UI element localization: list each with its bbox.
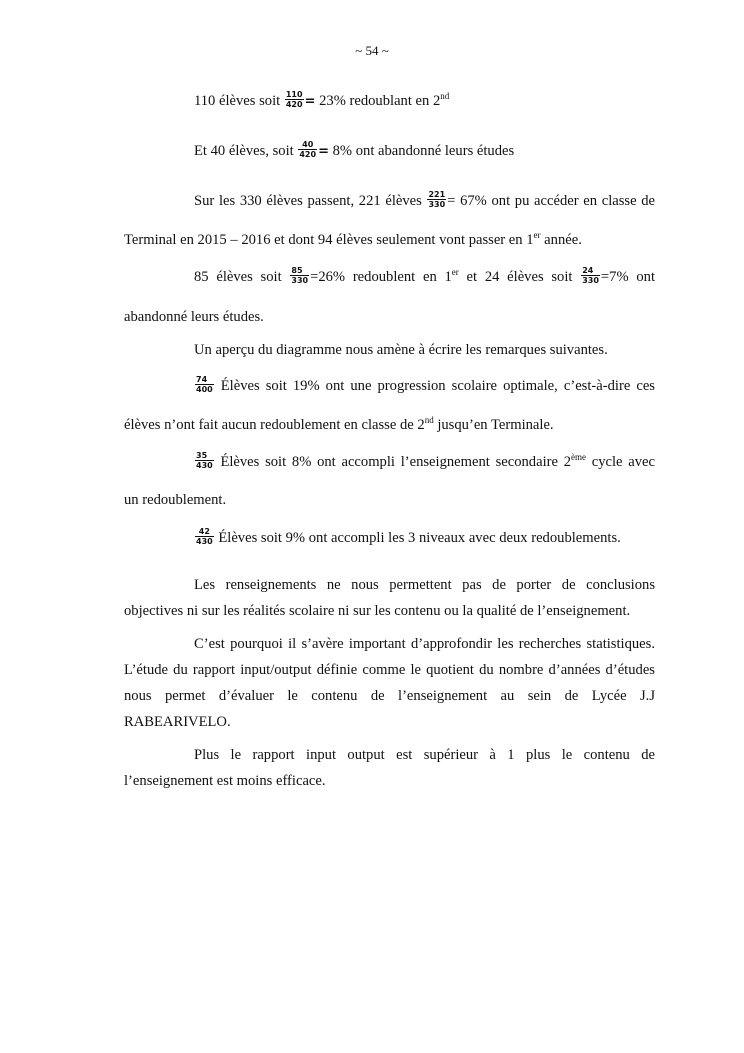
text-line-3 [194,192,655,211]
text: et 24 élèves soit [458,269,581,285]
fraction-denominator: 400 [196,385,213,395]
fraction-numerator: 85 [290,266,309,276]
text-line-19: Plus le rapport input output est supérieur à 1 plus le contenu de [194,747,655,763]
fraction-denominator: 420 [285,100,303,110]
text: année. [540,232,582,248]
text-line-6: abandonné leurs études. [124,309,264,325]
text-line-11: un redoublement. [124,492,227,508]
text: Sur les 330 élèves passent, 221 élèves [194,193,427,209]
text-line-17: nous permet d’évaluer le contenu de l’enseignement au sein de Lycée J.J [124,688,655,704]
text: 8% ont abandonné leurs études [328,143,515,159]
text: Terminal en 2015 – 2016 et dont 94 élèves seulement vont passer en 1 [124,232,534,248]
superscript: nd [424,415,434,425]
text-line-15: C’est pourquoi il s’avère important d’approfondir les recherches statistiques. [194,636,655,652]
fraction-110-420 [285,90,304,109]
fraction-221-330 [427,190,446,209]
fraction-numerator: 24 [581,266,600,276]
superscript: er [533,230,541,240]
fraction-numerator: 221 [428,190,446,200]
text-line-13: Les renseignements ne nous permettent pas de porter de conclusions [194,577,655,593]
text-line-2 [194,142,655,161]
text: =7% ont [600,269,656,285]
text: cycle avec [586,454,656,470]
text: 85 élèves soit [194,269,290,285]
fraction-numerator: 35 [195,451,214,461]
text-line-16: L’étude du rapport input/output définie comme le quotient du nombre d’années d’études [124,662,655,678]
text-line-7: Un aperçu du diagramme nous amène à écrire les remarques suivantes. [194,342,608,358]
fraction-85-330 [290,266,309,285]
text: Élèves soit 19% ont une progression scolaire optimale, c’est-à-dire ces [214,378,655,394]
fraction-numerator: 74 [195,375,214,385]
text: jusqu’en Terminale. [433,417,554,433]
equals-sign: = [304,94,316,109]
page-number: ~ 54 ~ [355,43,389,58]
superscript: er [451,267,459,277]
text-line-20: l’enseignement est moins efficace. [124,773,326,789]
text-line-14: objectives ni sur les réalités scolaire ni sur les contenu ou la qualité de l’enseignement. [124,603,631,619]
fraction-numerator: 42 [195,527,214,537]
fraction-40-420 [298,140,317,159]
text-line-9 [124,416,655,434]
text: élèves n’ont fait aucun redoublement en classe de 2 [124,417,425,433]
text: = 67% ont pu accéder en classe de [447,193,655,209]
text: =26% redoublent en 1 [310,269,452,285]
fraction-denominator: 430 [196,537,213,547]
text: Élèves soit 8% ont accompli l’enseignement secondaire 2 [214,454,572,470]
fraction-numerator: 110 [285,90,303,100]
fraction-74-400 [195,375,214,394]
text-line-5 [194,268,655,287]
superscript: nd [440,91,450,101]
fraction-35-430 [195,451,214,470]
text-line-1 [194,92,655,111]
fraction-denominator: 430 [196,461,213,471]
text: 23% redoublant en 2 [315,93,441,109]
text-line-12 [194,529,655,548]
superscript: ème [571,452,587,462]
fraction-42-430 [195,527,214,546]
equals-sign: = [318,144,329,159]
text: Et 40 élèves, soit [194,143,298,159]
fraction-denominator: 420 [299,150,317,160]
text: 110 élèves soit [194,93,284,109]
text: Élèves soit 9% ont accompli les 3 niveaux avec deux redoublements. [214,530,621,546]
fraction-denominator: 330 [291,276,309,286]
fraction-denominator: 330 [582,276,599,286]
fraction-numerator: 40 [298,140,317,150]
fraction-denominator: 330 [428,200,446,210]
text-line-4 [124,231,655,249]
text-line-10 [194,453,655,472]
text-line-8 [194,377,655,396]
text-line-18: RABEARIVELO. [124,714,231,730]
fraction-24-330 [581,266,600,285]
